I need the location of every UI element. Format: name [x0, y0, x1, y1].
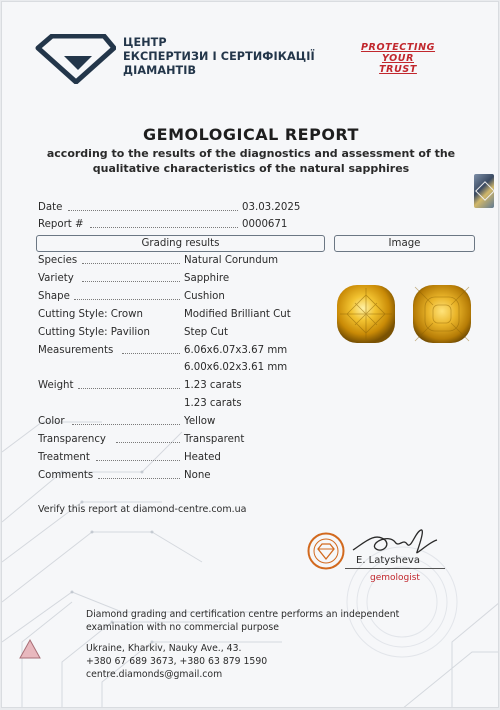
variety-value: Sapphire	[184, 273, 230, 284]
cutting-crown-label: Cutting Style: Crown	[38, 309, 143, 320]
sapphire-crown-image	[335, 283, 397, 345]
transparency-value: Transparent	[184, 434, 245, 445]
cutting-pavilion-value: Step Cut	[184, 327, 228, 338]
color-value: Yellow	[184, 416, 216, 427]
disclaimer	[86, 608, 399, 634]
shape-label: Shape	[38, 291, 70, 302]
cutting-pavilion-label: Cutting Style: Pavilion	[38, 327, 150, 338]
comments-label: Comments	[38, 470, 94, 481]
subtitle-line-1: according to the results of the diagnostics and assessment of the	[46, 147, 456, 160]
phones: +380 67 689 3673, +380 63 879 1590	[86, 656, 268, 667]
contacts	[86, 642, 267, 681]
slogan-line-3: TRUST	[379, 64, 417, 75]
report-number-value: 0000671	[242, 219, 288, 230]
variety-label: Variety	[38, 273, 74, 284]
seal-stamp-icon	[307, 532, 345, 570]
date-label: Date	[38, 202, 63, 213]
slogan-line-2: YOUR	[381, 53, 415, 64]
treatment-value: Heated	[184, 452, 221, 463]
org-line-2: ЕКСПЕРТИЗИ І СЕРТИФІКАЦІЇ	[123, 50, 315, 63]
treatment-label: Treatment	[38, 452, 90, 463]
org-line-1: ЦЕНТР	[123, 36, 167, 49]
report-title: GEMOLOGICAL REPORT	[143, 125, 359, 144]
species-label: Species	[38, 255, 78, 266]
gemologist-name: E. Latysheva	[356, 555, 420, 566]
report-number-label: Report #	[38, 219, 84, 230]
triangle-mark-icon	[18, 638, 42, 660]
organization-name	[123, 36, 315, 78]
measurements-value-2: 6.00x6.02x3.61 mm	[184, 362, 288, 373]
slogan	[352, 42, 444, 75]
report-subtitle	[22, 146, 480, 176]
species-value: Natural Corundum	[184, 255, 279, 266]
company-logo-icon	[34, 34, 116, 84]
verify-text: Verify this report at diamond-centre.com.ua	[38, 504, 247, 515]
address: Ukraine, Kharkiv, Nauky Ave., 43.	[86, 643, 242, 654]
certificate-page	[1, 1, 499, 708]
grading-results-header: Grading results	[36, 235, 325, 252]
weight-value-2: 1.23 carats	[184, 398, 242, 409]
gemologist-role: gemologist	[370, 573, 420, 583]
weight-label: Weight	[38, 380, 74, 391]
measurements-value-1: 6.06x6.07x3.67 mm	[184, 345, 288, 356]
disclaimer-line-1: Diamond grading and certification centre performs an independent	[86, 609, 400, 620]
weight-value-1: 1.23 carats	[184, 380, 242, 391]
color-label: Color	[38, 416, 65, 427]
sapphire-pavilion-image	[411, 283, 473, 345]
cutting-crown-value: Modified Brilliant Cut	[184, 309, 291, 320]
measurements-label: Measurements	[38, 345, 114, 356]
org-line-3: ДІАМАНТІВ	[123, 64, 197, 77]
slogan-line-1: PROTECTING	[360, 42, 436, 53]
shape-value: Cushion	[184, 291, 225, 302]
transparency-label: Transparency	[38, 434, 106, 445]
email: centre.diamonds@gmail.com	[86, 669, 223, 680]
subtitle-line-2: qualitative characteristics of the natural sapphires	[92, 162, 410, 175]
hologram-sticker-icon	[474, 174, 494, 208]
image-header: Image	[334, 235, 475, 252]
date-value: 03.03.2025	[242, 202, 301, 213]
disclaimer-line-2: examination with no commercial purpose	[86, 622, 279, 633]
comments-value: None	[184, 470, 211, 481]
